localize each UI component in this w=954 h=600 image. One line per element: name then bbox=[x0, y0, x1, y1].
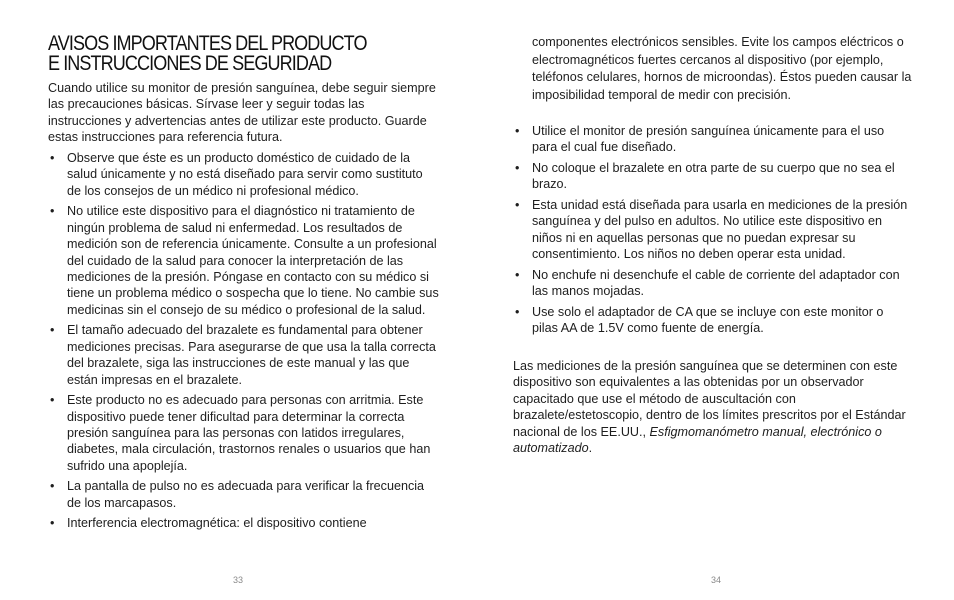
intro-paragraph: Cuando utilice su monitor de presión sanguínea, debe seguir siempre las precauciones básicas. Sírvase leer y seguir todas las instrucciones y advertencias antes de utilizar este producto. Guarde estas instrucciones para referencia futura. bbox=[48, 81, 436, 145]
list-item: • Interferencia electromagnética: el dispositivo contiene bbox=[48, 515, 440, 531]
page-number: 34 bbox=[711, 575, 722, 585]
continued-bullet-text: componentes electrónicos sensibles. Evite los campos eléctricos o electromagnéticos fuertes cercanos al dispositivo (por ejemplo, teléfonos celulares, hornos de microondas). Éstos pueden causar la imposibilidad temporal de medir con precisión. bbox=[532, 35, 912, 102]
closing-text: Las mediciones de la presión sanguínea que se determinen con este dispositivo son equivalentes a las obtenidas por un observador capacitado que use el método de auscultación con brazalete/estetoscopio, dentro de los límites prescritos por el Estándar nacional de los EE.UU., bbox=[513, 359, 906, 439]
page-number: 33 bbox=[233, 575, 244, 585]
closing-paragraph bbox=[513, 358, 908, 456]
closing-italic-text: Esfigmomanómetro manual, electrónico o automatizado bbox=[513, 424, 882, 456]
list-item: • No coloque el brazalete en otra parte de su cuerpo que no sea el brazo. bbox=[513, 160, 908, 193]
list-item: • Observe que éste es un producto doméstico de cuidado de la salud únicamente y no está diseñado para servir como sustituto de los consejos de un médico ni profesional médico. bbox=[48, 150, 440, 199]
left-bullet-list bbox=[48, 150, 440, 536]
right-page bbox=[477, 0, 954, 600]
title-line-2: E INSTRUCCIONES DE SEGURIDAD bbox=[48, 51, 332, 75]
list-item: • Este producto no es adecuado para personas con arritmia. Este dispositivo puede tener dificultad para determinar la correcta presión sanguínea para las personas con latidos irregulares, diabetes, mala circulación, trastornos renales o usuarios que han sufrido una apoplejía. bbox=[48, 392, 440, 474]
right-bullet-list bbox=[513, 123, 908, 341]
page-title bbox=[48, 33, 384, 73]
list-item: • Utilice el monitor de presión sanguínea únicamente para el uso para el cual fue diseñado. bbox=[513, 123, 908, 156]
closing-end: . bbox=[588, 441, 593, 456]
list-item: • No enchufe ni desenchufe el cable de corriente del adaptador con las manos mojadas. bbox=[513, 267, 908, 300]
list-item: • Esta unidad está diseñada para usarla en mediciones de la presión sanguínea y del pulso en adultos. No utilice este dispositivo en niños ni en aquellas personas que no puedan expresar su consentimiento. Los niños no deben operar esta unidad. bbox=[513, 197, 908, 263]
list-item: • La pantalla de pulso no es adecuada para verificar la frecuencia de los marcapasos. bbox=[48, 478, 440, 511]
list-item: • Use solo el adaptador de CA que se incluye con este monitor o pilas AA de 1.5V como fuente de energía. bbox=[513, 304, 908, 337]
list-item: • El tamaño adecuado del brazalete es fundamental para obtener mediciones precisas. Para asegurarse de que usa la talla correcta del brazalete, siga las instrucciones de este manual y las que están impresas en el brazalete. bbox=[48, 322, 440, 388]
title-line-1: AVISOS IMPORTANTES DEL PRODUCTO bbox=[48, 31, 367, 55]
list-item: • No utilice este dispositivo para el diagnóstico ni tratamiento de ningún problema de salud ni enfermedad. Los resultados de medición son de referencia únicamente. Consulte a un profesional del cuidado de la salud para conocer la interpretación de las mediciones de la presión. Póngase en contacto con su médico si tiene un problema médico o sospecha que lo tiene. No cambie sus medicinas sin el consejo de su médico o profesional de la salud. bbox=[48, 203, 440, 318]
